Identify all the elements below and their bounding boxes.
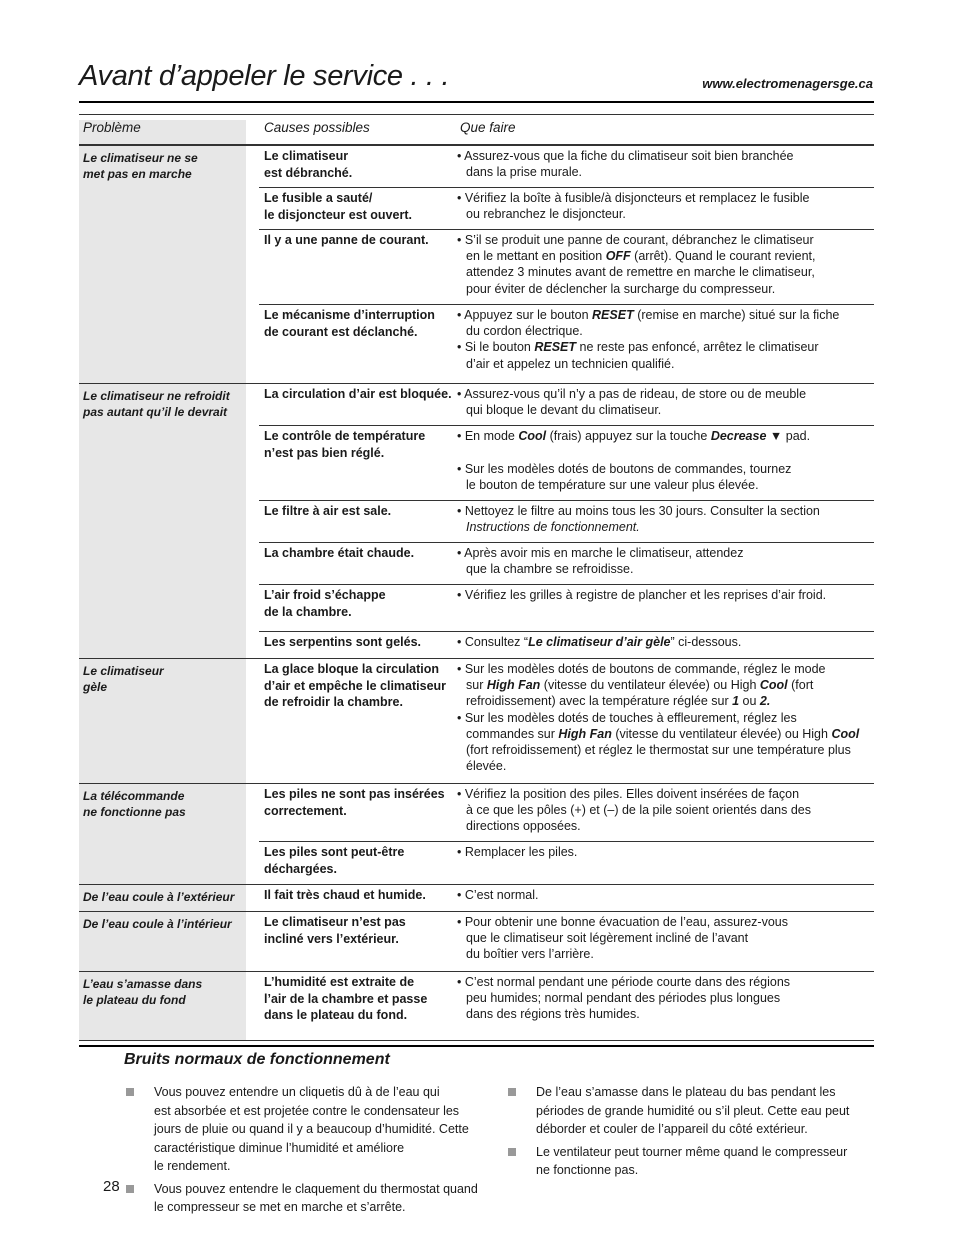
problem-label: Le climatiseur ne se met pas en marche [83,151,198,181]
problem-label: Le climatiseur ne refroidit pas autant qu’il le devrait [83,389,230,419]
table-row [259,659,874,783]
cause-cell: L’humidité est extraite de l’air de la chambre et passe dans le plateau du fond. [264,975,428,1022]
table-row [259,632,874,658]
fix-cell [455,842,874,884]
cause-cell: Le contrôle de température n’est pas bien réglé. [264,429,426,460]
note-item [506,1143,874,1180]
fix-cell [455,426,874,500]
note-item [124,1180,496,1217]
table-row [259,426,874,501]
cause-cell: Le climatiseur est débranché. [264,149,353,180]
cause-cell: Les piles ne sont pas insérées correctement. [264,787,445,818]
problem-label: La télécommande ne fonctionne pas [83,789,186,819]
bullet-square-icon [126,1088,134,1096]
fix-cell [455,632,874,658]
section-rule [79,1045,874,1047]
cause-cell: L’air froid s’échappe de la chambre. [264,588,386,619]
table-row [259,972,874,1040]
fix-cell [455,885,874,911]
problem-label: De l’eau coule à l’intérieur [83,917,232,931]
fix-item: • Sur les modèles dotés de boutons de commande, réglez le mode sur High Fan (vitesse du ventilateur élevée) ou High Cool (fort refroidissement) avec la température réglée sur 1 ou 2. [457,662,826,709]
problem-group [79,972,874,1041]
table-row [259,585,874,632]
problem-group [79,146,874,384]
fix-cell [455,659,874,783]
problem-label: L’eau s’amasse dans le plateau du fond [83,977,203,1007]
cause-cell: Les piles sont peut-être déchargées. [264,845,405,876]
table-row [259,501,874,543]
fix-item: • Si le bouton RESET ne reste pas enfoncé, arrêtez le climatiseur d’air et appelez un technicien qualifié. [457,340,819,371]
fix-item: • Sur les modèles dotés de boutons de commandes, tournez le bouton de température sur une valeur plus élevée. [457,462,792,493]
note-text: Le ventilateur peut tourner même quand le compresseur ne fonctionne pas. [536,1144,848,1177]
fix-item: • C’est normal pendant une période courte dans des régions peu humides; normal pendant des périodes plus longues dans des régions très humides. [457,975,791,1022]
cause-cell: Le mécanisme d’interruption de courant est déclanché. [264,308,435,339]
website-url[interactable]: www.electromenagersge.ca [702,76,873,91]
table-row [259,230,874,305]
page-title: Avant d’appeler le service . . . [79,60,450,92]
note-text: Vous pouvez entendre le claquement du thermostat quand le compresseur se met en marche et s’arrête. [154,1181,478,1214]
bullet-square-icon [126,1185,134,1193]
note-text: De l’eau s’amasse dans le plateau du bas pendant les périodes de grande humidité ou s’il pleut. Cette eau peut déborder et couler de l’appareil du côté extérieur. [536,1085,850,1136]
problem-label: Le climatiseur gèle [83,664,164,694]
fix-item: • Nettoyez le filtre au moins tous les 30 jours. Consulter la section Instructions de fonctionnement. [457,504,820,535]
table-row [259,146,874,188]
note-item [506,1083,874,1139]
bullet-square-icon [508,1148,516,1156]
fix-cell [455,305,874,383]
fix-cell [455,230,874,304]
page-number: 28 [103,1178,120,1195]
table-row [259,784,874,842]
table-row [259,885,874,911]
fix-item: • C’est normal. [457,888,539,902]
problem-label: De l’eau coule à l’extérieur [83,890,235,904]
header-problem: Problème [83,120,141,135]
table-row [259,912,874,971]
fix-item: • S’il se produit une panne de courant, débranchez le climatiseur en le mettant en position OFF (arrêt). Quand le courant revient, attendez 3 minutes avant de remettre en marche le climatiseur, pour éviter de déclencher la surcharge du compresseur. [457,233,816,296]
header-causes: Causes possibles [264,120,370,135]
cause-cell: Il fait très chaud et humide. [264,888,426,902]
cause-cell: La circulation d’air est bloquée. [264,387,452,401]
fix-item: • Assurez-vous qu’il n’y a pas de rideau, de store ou de meuble qui bloque le devant du climatiseur. [457,387,807,418]
fix-item: • Remplacer les piles. [457,845,578,859]
fix-item: • Après avoir mis en marche le climatiseur, attendez que la chambre se refroidisse. [457,546,744,577]
fix-cell [455,784,874,841]
fix-item: • Consultez “Le climatiseur d’air gèle” ci-dessous. [457,635,742,649]
table-row [259,842,874,884]
table-row [259,543,874,585]
note-text: Vous pouvez entendre un cliquetis dû à de l’eau qui est absorbée et est projetée contre le condensateur les jours de pluie ou quand il y a beaucoup d’humidité. Cette caractéristique diminue l’humidité et améliore le rendement. [154,1085,469,1173]
notes-right [506,1083,874,1184]
table-row [259,384,874,426]
cause-cell: Les serpentins sont gelés. [264,635,421,649]
fix-item: • Appuyez sur le bouton RESET (remise en marche) situé sur la fiche du cordon électrique. [457,308,840,339]
table-header [79,114,874,146]
cause-cell: Le filtre à air est sale. [264,504,392,518]
problem-group [79,885,874,912]
fix-cell [455,146,874,187]
fix-item: • Sur les modèles dotés de touches à effleurement, réglez les commandes sur High Fan (vitesse du ventilateur élevée) ou High Cool (fort refroidissement) et réglez le thermostat sur une température plus élevée. [457,710,860,774]
fix-item: • En mode Cool (frais) appuyez sur la touche Decrease ▼ pad. [457,429,811,443]
cause-cell: Le climatiseur n’est pas incliné vers l’extérieur. [264,915,406,946]
section-title: Bruits normaux de fonctionnement [124,1051,390,1068]
header-fix: Que faire [460,120,516,135]
cause-cell: Il y a une panne de courant. [264,233,429,247]
problem-group [79,912,874,972]
bullet-square-icon [508,1088,516,1096]
fix-item: • Assurez-vous que la fiche du climatiseur soit bien branchée dans la prise murale. [457,149,794,180]
problem-group [79,384,874,659]
fix-cell [455,912,874,971]
fix-cell [455,501,874,542]
fix-cell [455,543,874,584]
cause-cell: Le fusible a sauté/ le disjoncteur est ouvert. [264,191,412,222]
cause-cell: La chambre était chaude. [264,546,415,560]
problem-group [79,784,874,885]
fix-cell [455,384,874,425]
fix-cell [455,188,874,229]
table-row [259,188,874,230]
table-row [259,305,874,383]
fix-cell [455,585,874,631]
header-rule [79,101,874,103]
fix-item: • Pour obtenir une bonne évacuation de l’eau, assurez-vous que le climatiseur soit légèrement incliné de l’avant du boîtier vers l’arrière. [457,915,788,962]
problem-group [79,659,874,784]
page-header [79,58,874,100]
note-item [124,1083,496,1176]
troubleshooting-table [79,114,874,1041]
notes-left [124,1083,496,1221]
fix-cell [455,972,874,1040]
fix-item: • Vérifiez la boîte à fusible/à disjoncteurs et remplacez le fusible ou rebranchez le disjoncteur. [457,191,810,222]
cause-cell: La glace bloque la circulation d’air et empêche le climatiseur de refroidir la chambre. [264,662,447,709]
fix-item: • Vérifiez les grilles à registre de plancher et les reprises d’air froid. [457,588,827,602]
fix-item: • Vérifiez la position des piles. Elles doivent insérées de façon à ce que les pôles (+) et (–) de la pile soient orientés dans des directions opposées. [457,787,811,834]
